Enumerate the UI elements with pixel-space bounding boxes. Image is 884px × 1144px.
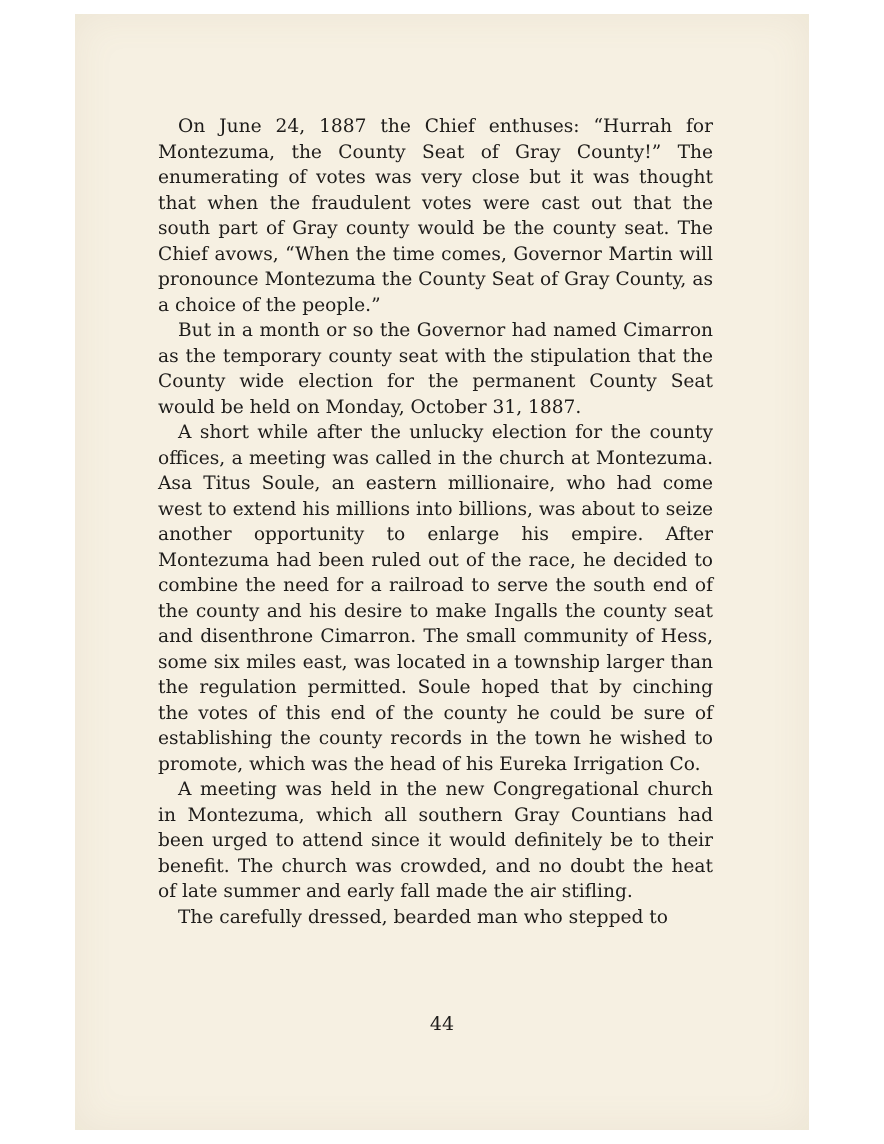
paragraph-5: The carefully dressed, bearded man who stepped to <box>178 906 668 928</box>
paragraph-4: A meeting was held in the new Congregational church in Montezuma, which all southern Gray Countians had been urged to attend since it would definitely be to their benefit. The church was crowded, and no doubt the heat of late summer and early fall made the air stifling. <box>158 779 713 902</box>
body-text <box>158 114 713 930</box>
paragraph-1: On June 24, 1887 the Chief enthuses: “Hurrah for Montezuma, the County Seat of Gray County!” The enumerating of votes was very close but it was thought that when the fraudulent votes were cast out that the south part of Gray county would be the county seat. The Chief avows, “When the time comes, Governor Martin will pronounce Montezuma the County Seat of Gray County, as a choice of the people.” <box>158 116 713 316</box>
book-page <box>75 14 809 1130</box>
paragraph-2: But in a month or so the Governor had named Cimarron as the temporary county seat with the stipulation that the County wide election for the permanent County Seat would be held on Monday, October 31, 1887. <box>158 320 713 418</box>
page-number: 44 <box>429 1013 455 1035</box>
paragraph-3: A short while after the unlucky election for the county offices, a meeting was called in the church at Montezuma. Asa Titus Soule, an eastern millionaire, who had come west to extend his millions into billions, was about to seize another opportunity to enlarge his empire. After Montezuma had been ruled out of the race, he decided to combine the need for a railroad to serve the south end of the county and his desire to make Ingalls the county seat and disenthrone Cimarron. The small community of Hess, some six miles east, was located in a township larger than the regulation permitted. Soule hoped that by cinching the votes of this end of the county he could be sure of establishing the county records in the town he wished to promote, which was the head of his Eureka Irrigation Co. <box>158 422 713 775</box>
